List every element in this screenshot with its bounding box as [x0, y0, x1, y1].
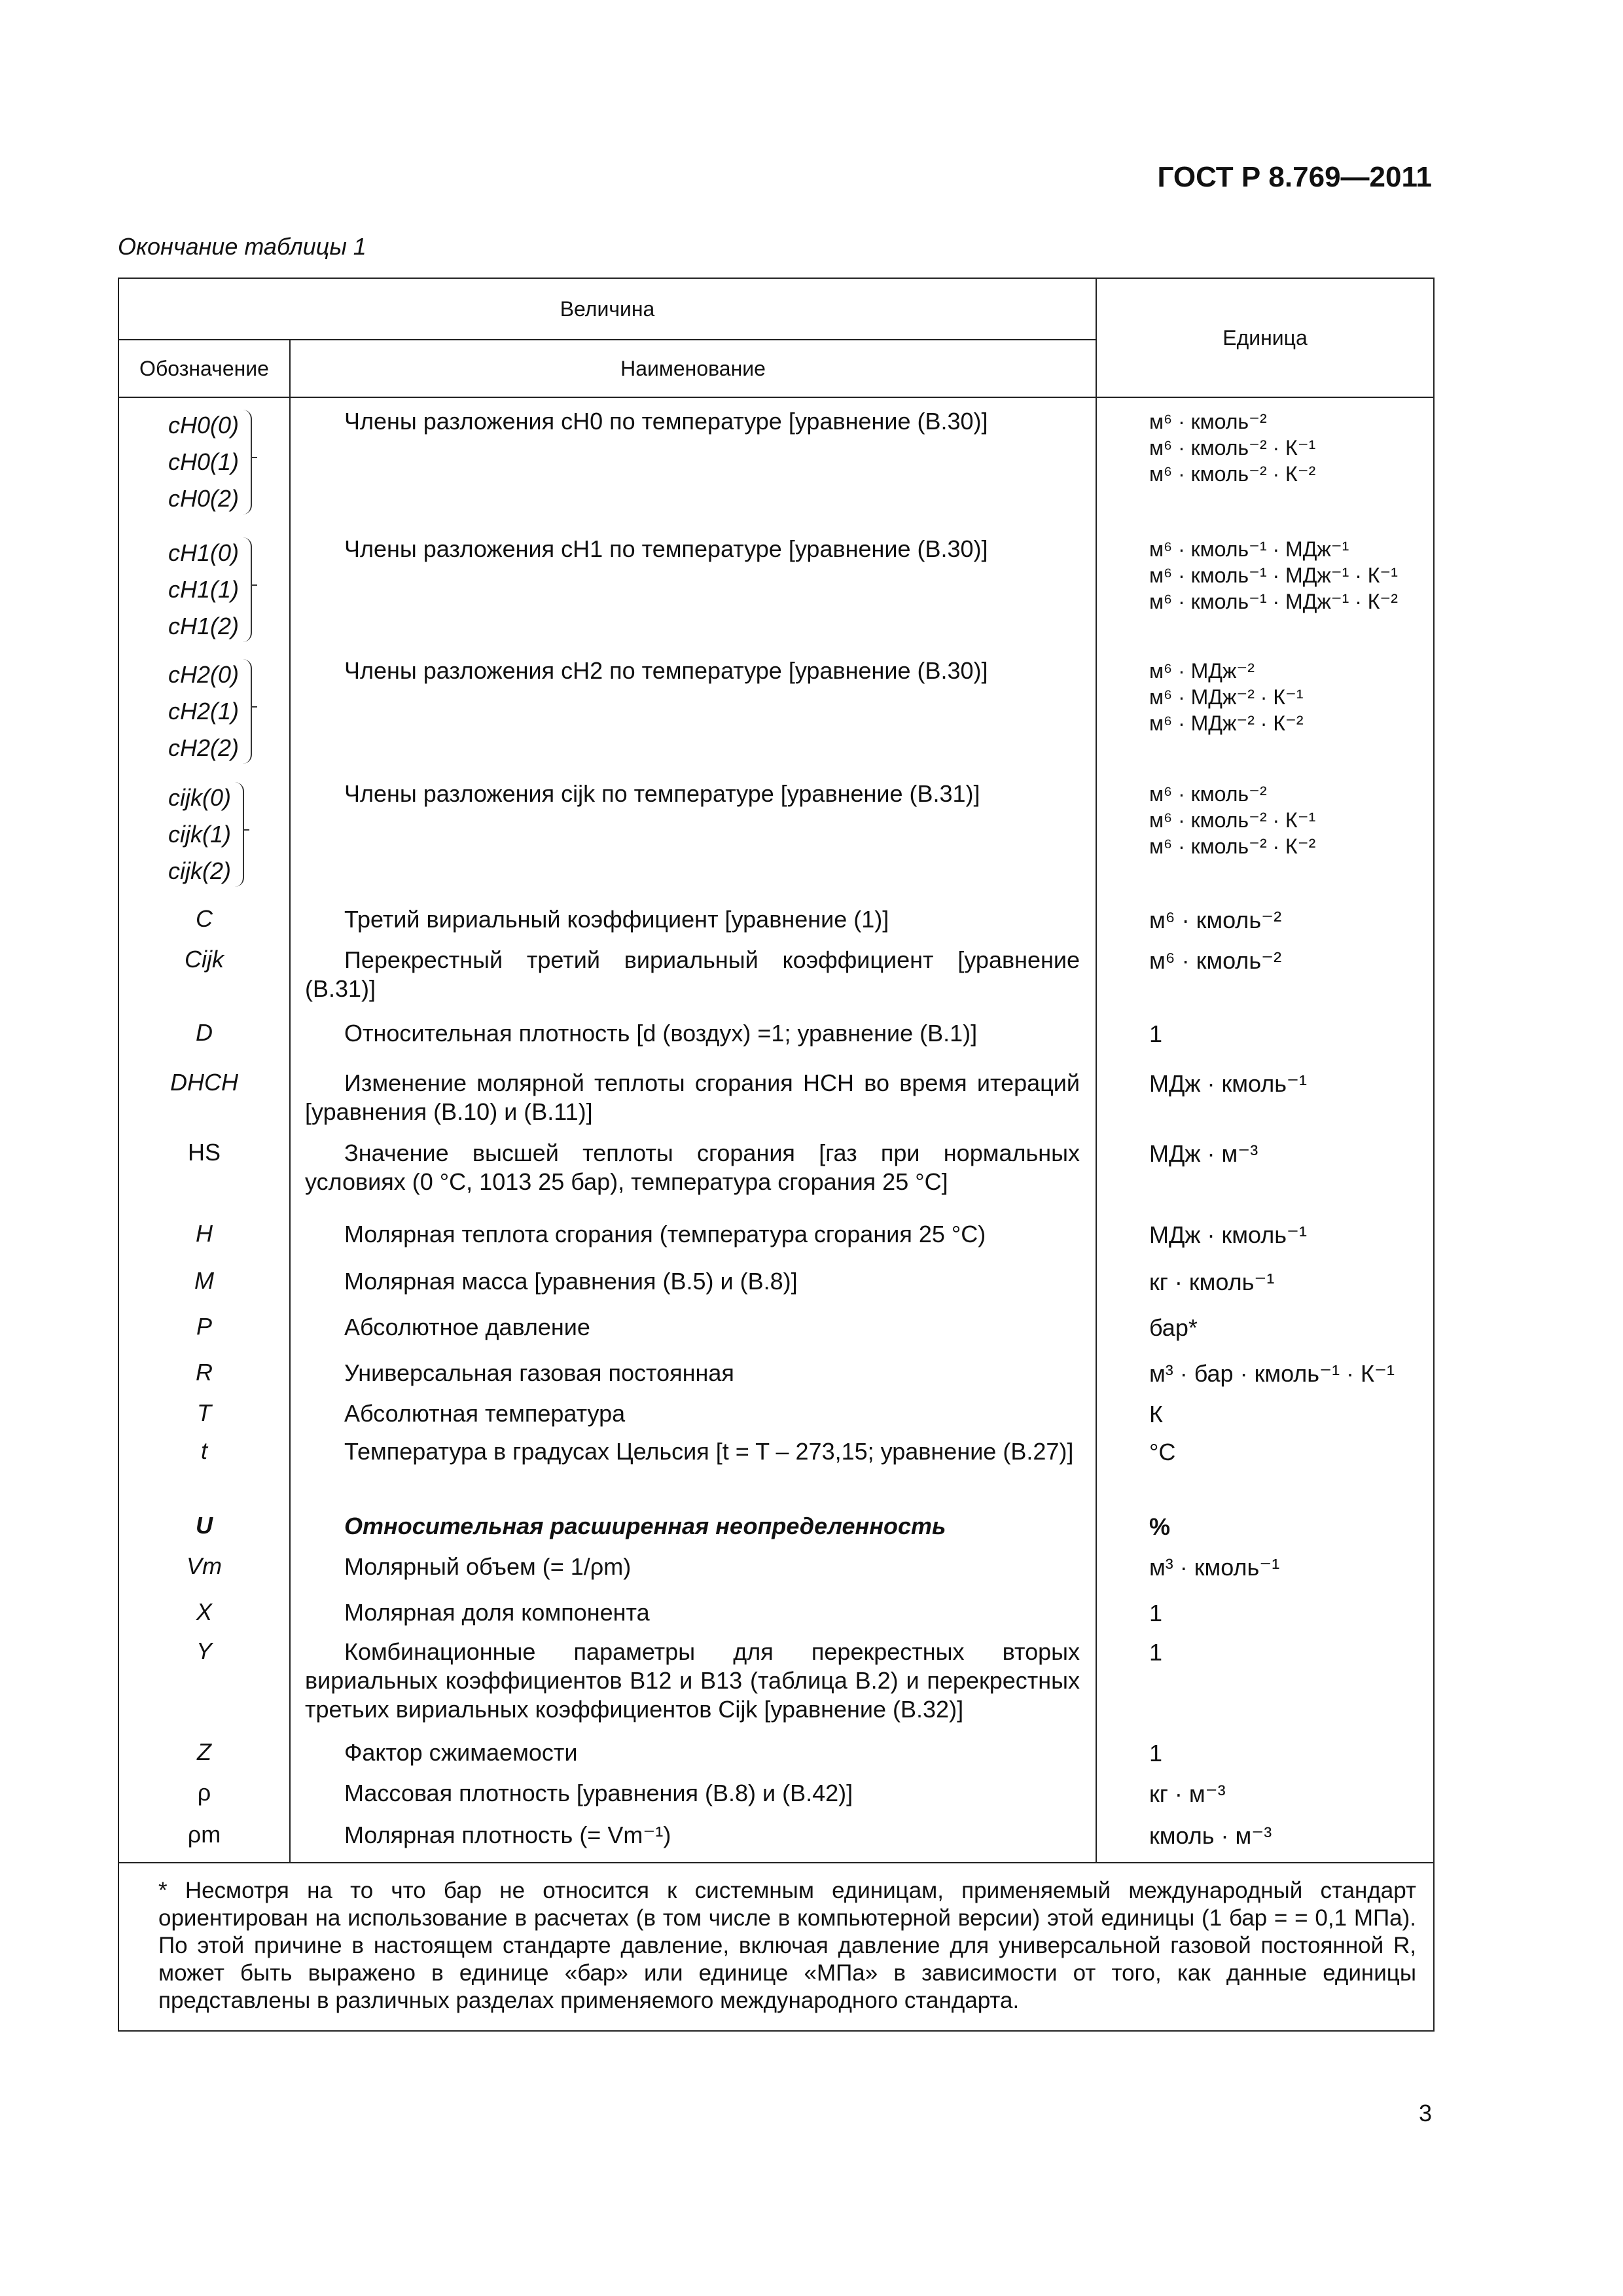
cell-unit [1096, 1391, 1434, 1429]
table-row [118, 895, 1434, 935]
unit-text: 1 [1149, 1020, 1163, 1047]
right-brace [234, 782, 244, 887]
unit-text: м³ · бар · кмоль⁻¹ · К⁻¹ [1149, 1360, 1395, 1387]
cell-name [290, 647, 1096, 770]
name-text: Значение высшей теплоты сгорания [газ при нормальных условиях (0 °С, 1013 25 бар), температура сгорания 25 °С] [305, 1139, 1080, 1195]
name-text: Молярный объем (= 1/ρm) [344, 1553, 632, 1580]
right-brace [241, 537, 252, 642]
name-text: Члены разложения cH1 по температуре [уравнение (В.30)] [344, 535, 988, 562]
unit-text: МДж · кмоль⁻¹ [1149, 1221, 1307, 1248]
name-text: Комбинационные параметры для перекрестных вторых вириальных коэффициентов B12 и B13 (таблица В.2) и перекрестных третьих вириальных коэффициентов Cijk [уравнение (В.32)] [305, 1638, 1080, 1723]
name-text: Третий вириальный коэффициент [уравнение (1)] [344, 906, 889, 933]
cell-name [290, 1632, 1096, 1733]
cell-symbol [118, 1300, 290, 1346]
page-number: 3 [1418, 2100, 1432, 2126]
cell-symbol [118, 1011, 290, 1057]
symbol-line: cH2(1) [168, 698, 240, 725]
unit-line: м⁶ · МДж⁻² · К⁻² [1149, 711, 1304, 735]
unit-line: м⁶ · кмоль⁻² [1149, 410, 1267, 433]
symbol-text: D [196, 1019, 213, 1046]
symbol-text: Cijk [185, 946, 224, 973]
symbol-group [168, 656, 249, 766]
symbol-line: cH2(0) [168, 661, 240, 688]
cell-symbol [118, 1733, 290, 1774]
symbol-text: Vm [187, 1552, 222, 1579]
cell-symbol [118, 895, 290, 935]
cell-symbol [118, 1254, 290, 1300]
unit-text: МДж · кмоль⁻¹ [1149, 1070, 1307, 1097]
unit-line: м⁶ · МДж⁻² · К⁻¹ [1149, 685, 1304, 709]
cell-unit [1096, 526, 1434, 647]
table-row [118, 1429, 1434, 1505]
document-header: ГОСТ Р 8.769—2011 [1157, 161, 1432, 193]
symbol-text: Z [197, 1738, 211, 1765]
cell-symbol [118, 770, 290, 895]
unit-line: м⁶ · кмоль⁻² · К⁻¹ [1149, 436, 1316, 459]
symbol-line: cH2(2) [168, 734, 240, 761]
name-text: Молярная теплота сгорания (температура сгорания 25 °С) [344, 1221, 986, 1247]
cell-symbol [118, 1391, 290, 1429]
name-text: Члены разложения cH2 по температуре [уравнение (В.30)] [344, 657, 988, 684]
unit-line: м⁶ · кмоль⁻² · К⁻² [1149, 834, 1316, 858]
symbol-text: T [197, 1399, 211, 1426]
cell-unit [1096, 1505, 1434, 1546]
unit-line: м⁶ · кмоль⁻² [1149, 782, 1267, 806]
table-row [118, 1011, 1434, 1057]
symbol-group [168, 407, 249, 517]
name-text: Молярная масса [уравнения (В.5) и (В.8)] [344, 1268, 798, 1295]
table-body [118, 397, 1434, 1863]
header-unit: Единица [1096, 278, 1434, 397]
table-row [118, 397, 1434, 526]
cell-unit [1096, 1254, 1434, 1300]
unit-text: °С [1149, 1439, 1176, 1465]
symbol-text: P [196, 1313, 212, 1340]
unit-text: кг · кмоль⁻¹ [1149, 1268, 1275, 1295]
table-row [118, 1300, 1434, 1346]
table-row [118, 770, 1434, 895]
cell-symbol [118, 1057, 290, 1127]
unit-line: м⁶ · кмоль⁻¹ · МДж⁻¹ · К⁻² [1149, 590, 1398, 613]
table-row [118, 1254, 1434, 1300]
table-row [118, 1632, 1434, 1733]
symbols-table [118, 278, 1435, 1863]
table-row [118, 1057, 1434, 1127]
cell-symbol [118, 1546, 290, 1593]
name-text: Абсолютная температура [344, 1400, 626, 1427]
name-text: Универсальная газовая постоянная [344, 1359, 734, 1386]
unit-text: кг · м⁻³ [1149, 1780, 1226, 1807]
symbol-text: C [196, 905, 213, 932]
symbol-text: H [196, 1220, 213, 1247]
cell-symbol [118, 1774, 290, 1816]
table-row [118, 1733, 1434, 1774]
symbol-line: cH1(0) [168, 539, 240, 566]
cell-unit [1096, 935, 1434, 1011]
cell-unit [1096, 1057, 1434, 1127]
name-text: Члены разложения cijk по температуре [уравнение (В.31)] [344, 780, 980, 807]
table-row [118, 1774, 1434, 1816]
cell-symbol [118, 1208, 290, 1254]
symbol-line: cijk(2) [168, 857, 231, 884]
cell-unit [1096, 1429, 1434, 1505]
name-text: Фактор сжимаемости [344, 1739, 578, 1766]
cell-name [290, 397, 1096, 526]
symbol-text: ρm [187, 1821, 221, 1848]
table-footnote: * Несмотря на то что бар не относится к системным единицам, применяемый международный стандарт ориентирован на использование в расчетах (в том числе в компьютерной версии) этой единицы (1 бар = = 0,1 МПа). По этой причине в настоящем стандарте давление, включая давление для универсальной газовой постоянной R, может быть выражено в единице «бар» или единице «МПа» в зависимости от того, как данные единицы представлены в различных разделах применяемого международного стандарта. [118, 1863, 1435, 2032]
cell-name [290, 1593, 1096, 1632]
table-row [118, 1127, 1434, 1208]
cell-unit [1096, 770, 1434, 895]
symbol-text: R [196, 1359, 213, 1386]
cell-name [290, 1391, 1096, 1429]
cell-symbol [118, 1346, 290, 1391]
cell-name [290, 1546, 1096, 1593]
cell-unit [1096, 1127, 1434, 1208]
cell-symbol [118, 935, 290, 1011]
symbol-text: DHCH [170, 1069, 238, 1096]
unit-text: МДж · м⁻³ [1149, 1140, 1258, 1167]
cell-unit [1096, 1816, 1434, 1863]
name-text: Относительная расширенная неопределенность [344, 1513, 946, 1539]
cell-name [290, 1254, 1096, 1300]
symbol-line: cH1(2) [168, 613, 240, 639]
name-text: Относительная плотность [d (воздух) =1; уравнение (В.1)] [344, 1020, 978, 1047]
unit-text: 1 [1149, 1740, 1163, 1767]
cell-name [290, 770, 1096, 895]
unit-text: 1 [1149, 1600, 1163, 1626]
cell-unit [1096, 1774, 1434, 1816]
cell-symbol [118, 397, 290, 526]
cell-name [290, 1774, 1096, 1816]
cell-unit [1096, 1346, 1434, 1391]
header-symbol: Обозначение [118, 340, 290, 397]
table-row [118, 935, 1434, 1011]
table-row [118, 1593, 1434, 1632]
name-text: Перекрестный третий вириальный коэффициент [уравнение (В.31)] [305, 946, 1080, 1002]
cell-name [290, 1127, 1096, 1208]
cell-unit [1096, 1208, 1434, 1254]
unit-line: м⁶ · кмоль⁻² · К⁻² [1149, 462, 1316, 486]
unit-text: м³ · кмоль⁻¹ [1149, 1554, 1280, 1581]
symbol-text: Y [196, 1638, 212, 1664]
cell-name [290, 526, 1096, 647]
cell-unit [1096, 397, 1434, 526]
symbol-line: cH0(1) [168, 448, 240, 475]
unit-text: бар* [1149, 1314, 1198, 1341]
cell-name [290, 1300, 1096, 1346]
table-row [118, 526, 1434, 647]
table-row [118, 647, 1434, 770]
table-row [118, 1546, 1434, 1593]
header-name: Наименование [290, 340, 1096, 397]
unit-text: % [1149, 1513, 1171, 1540]
cell-unit [1096, 1632, 1434, 1733]
name-text: Изменение молярной теплоты сгорания HCH во время итераций [уравнения (В.10) и (В.11)] [305, 1069, 1080, 1125]
cell-name [290, 1505, 1096, 1546]
right-brace [241, 659, 252, 764]
symbol-line: cH1(1) [168, 576, 240, 603]
symbol-group [168, 535, 249, 645]
cell-unit [1096, 1300, 1434, 1346]
cell-symbol [118, 1593, 290, 1632]
cell-unit [1096, 647, 1434, 770]
name-text: Температура в градусах Цельсия [t = T – 273,15; уравнение (В.27)] [344, 1438, 1074, 1465]
table-row [118, 1208, 1434, 1254]
header-quantity: Величина [118, 278, 1096, 340]
table-caption: Окончание таблицы 1 [118, 233, 366, 260]
cell-symbol [118, 1127, 290, 1208]
name-text: Молярная доля компонента [344, 1599, 650, 1626]
unit-text: кмоль · м⁻³ [1149, 1822, 1272, 1849]
table-row [118, 1346, 1434, 1391]
symbol-line: cijk(0) [168, 784, 231, 811]
cell-name [290, 895, 1096, 935]
symbol-text: U [196, 1512, 213, 1539]
name-text: Члены разложения cH0 по температуре [уравнение (В.30)] [344, 408, 988, 435]
cell-name [290, 1208, 1096, 1254]
cell-name [290, 1057, 1096, 1127]
cell-unit [1096, 1011, 1434, 1057]
cell-symbol [118, 1505, 290, 1546]
cell-name [290, 1429, 1096, 1505]
symbol-group [168, 780, 241, 889]
table-row [118, 1391, 1434, 1429]
cell-symbol [118, 1429, 290, 1505]
unit-text: м⁶ · кмоль⁻² [1149, 906, 1282, 933]
unit-line: м⁶ · кмоль⁻¹ · МДж⁻¹ · К⁻¹ [1149, 564, 1398, 587]
symbol-line: cijk(1) [168, 821, 231, 848]
cell-name [290, 1816, 1096, 1863]
unit-text: 1 [1149, 1639, 1163, 1666]
unit-line: м⁶ · кмоль⁻² · К⁻¹ [1149, 808, 1316, 832]
unit-text: м⁶ · кмоль⁻² [1149, 947, 1282, 974]
name-text: Массовая плотность [уравнения (В.8) и (В.42)] [344, 1780, 853, 1806]
symbol-line: cH0(0) [168, 412, 240, 439]
cell-symbol [118, 1632, 290, 1733]
symbol-line: cH0(2) [168, 485, 240, 512]
cell-name [290, 1346, 1096, 1391]
symbol-text: M [194, 1267, 214, 1294]
unit-line: м⁶ · кмоль⁻¹ · МДж⁻¹ [1149, 537, 1349, 561]
cell-unit [1096, 1733, 1434, 1774]
cell-unit [1096, 1546, 1434, 1593]
cell-symbol [118, 526, 290, 647]
cell-name [290, 1733, 1096, 1774]
unit-text: К [1149, 1401, 1163, 1427]
symbol-text: X [196, 1598, 212, 1625]
cell-name [290, 1011, 1096, 1057]
symbol-text: ρ [197, 1779, 211, 1806]
symbol-text: HS [187, 1139, 221, 1166]
cell-unit [1096, 895, 1434, 935]
table-row [118, 1816, 1434, 1863]
cell-name [290, 935, 1096, 1011]
unit-line: м⁶ · МДж⁻² [1149, 659, 1255, 683]
name-text: Абсолютное давление [344, 1314, 590, 1340]
name-text: Молярная плотность (= Vm⁻¹) [344, 1821, 671, 1848]
cell-unit [1096, 1593, 1434, 1632]
table-row [118, 1505, 1434, 1546]
right-brace [241, 410, 252, 514]
cell-symbol [118, 647, 290, 770]
symbol-text: t [200, 1437, 207, 1464]
cell-symbol [118, 1816, 290, 1863]
